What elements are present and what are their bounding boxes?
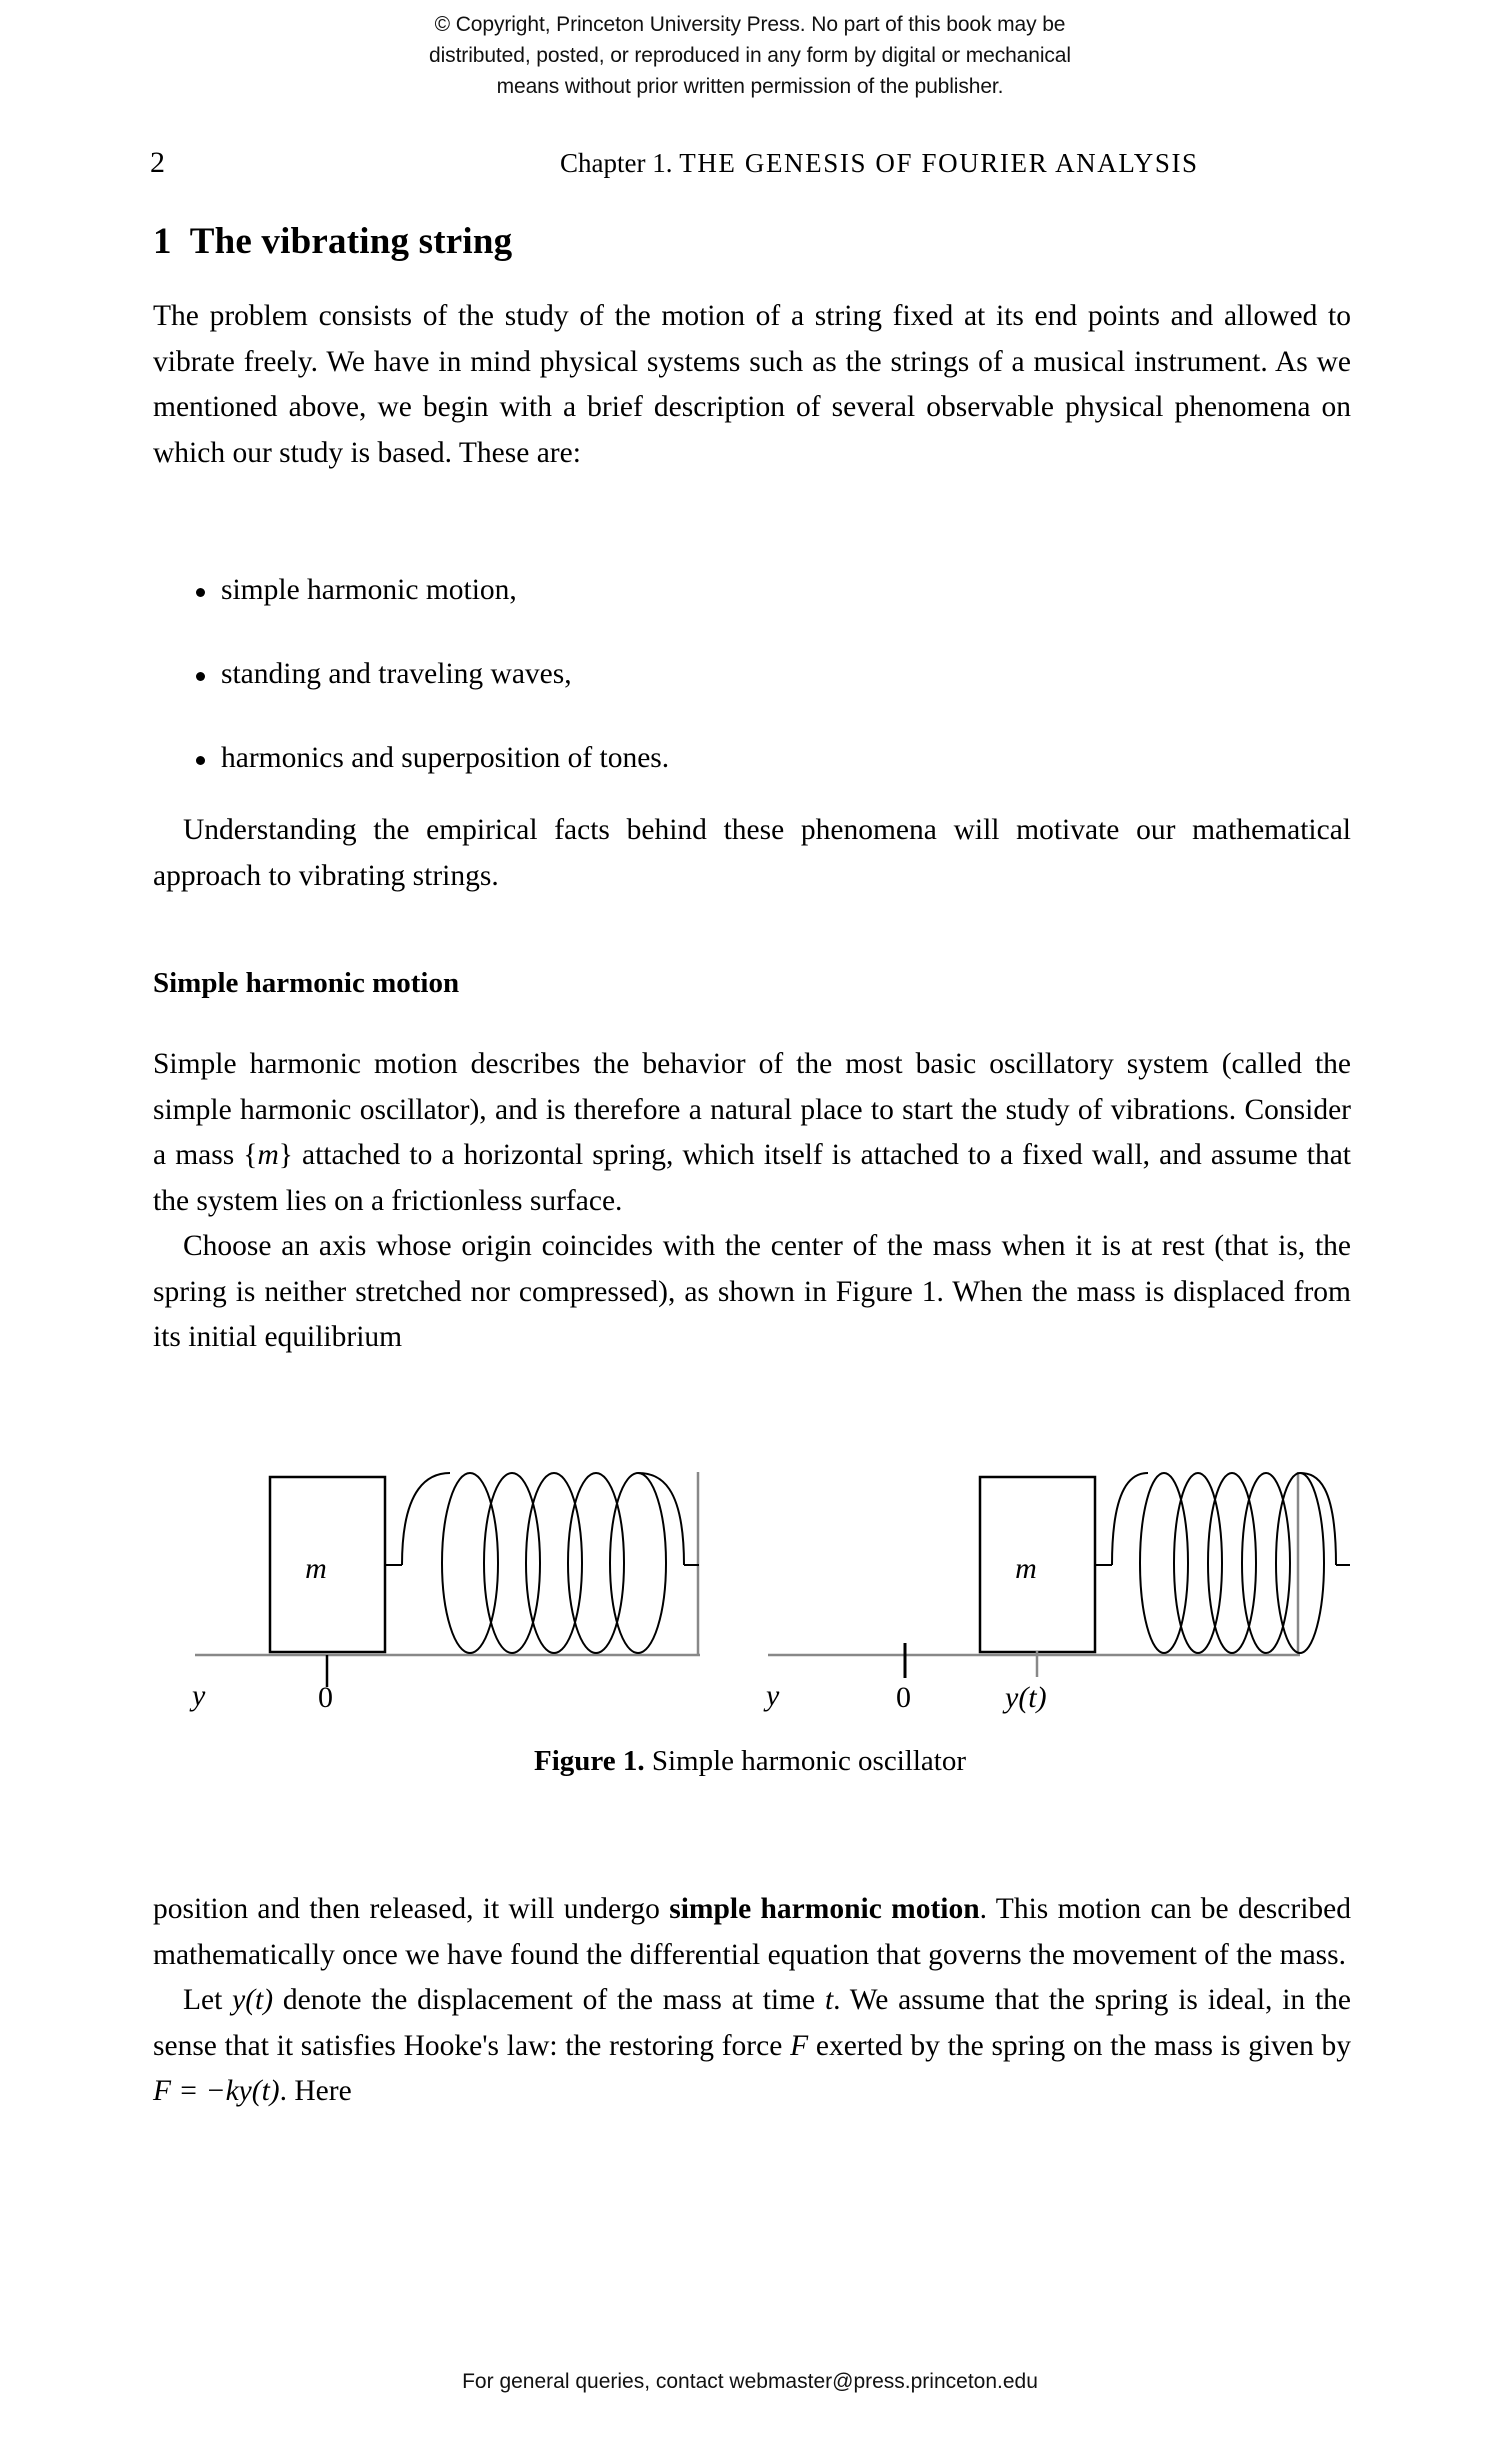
copyright-line-2: distributed, posted, or reproduced in any form by digital or mechanical xyxy=(429,43,1071,67)
figure-caption xyxy=(0,1744,1500,1779)
figure-caption-text: Simple harmonic oscillator xyxy=(651,1745,966,1777)
mass-label-right: m xyxy=(1015,1552,1037,1585)
spring-coil xyxy=(484,1473,540,1653)
spring-coil xyxy=(568,1473,624,1653)
displacement-label-right: y(t) xyxy=(1005,1681,1047,1714)
math-displacement-function: y(t) xyxy=(232,1984,274,2016)
right-diagram xyxy=(763,1472,1350,1714)
math-mass-symbol: m xyxy=(257,1139,279,1171)
para4-part-c: . We assume that the spring is ideal, in the sense that it satisfies Hooke's law: the restoring force xyxy=(153,1984,1352,2062)
spring-arc-end-right xyxy=(1300,1473,1336,1565)
phenomena-list xyxy=(153,568,1351,781)
spring-arc-end-left xyxy=(638,1473,684,1565)
para1-part-a: Simple harmonic motion describes the behavior of the most basic oscillatory system (called the simple harmonic oscillator), and is therefore a natural place to start the study of vibrations. Consider a mass { xyxy=(153,1048,1351,1171)
para4-part-d: exerted by the spring on the mass is given by xyxy=(808,2029,1351,2062)
chapter-prefix: Chapter 1. xyxy=(560,148,680,178)
left-diagram xyxy=(189,1472,700,1714)
math-force-symbol: F xyxy=(790,2029,809,2062)
spring-coil xyxy=(526,1473,582,1653)
copyright-notice xyxy=(0,10,1500,103)
spring-coil xyxy=(610,1473,666,1653)
subsection-heading: Simple harmonic motion xyxy=(153,967,460,999)
figure-1 xyxy=(0,1415,1500,1779)
para4-part-a: Let xyxy=(183,1984,233,2016)
copyright-line-3: means without prior written permission of the publisher. xyxy=(496,74,1004,98)
axis-label-right: y xyxy=(766,1679,780,1712)
origin-label-left: 0 xyxy=(318,1681,333,1714)
list-item xyxy=(153,652,1351,697)
para4-part-b: denote the displacement of the mass at time xyxy=(273,1984,825,2016)
emphasis-simple-harmonic-motion: simple harmonic motion xyxy=(669,1893,980,1925)
list-item-label: standing and traveling waves, xyxy=(221,658,572,690)
list-item-label: harmonics and superposition of tones. xyxy=(221,742,670,774)
post-figure-paragraph xyxy=(153,1887,1351,1978)
page-title xyxy=(153,222,1351,263)
chapter-title xyxy=(560,150,1199,177)
mass-box-right xyxy=(980,1477,1095,1652)
copyright-line-1: © Copyright, Princeton University Press. No part of this book may be xyxy=(434,13,1066,36)
list-item-label: simple harmonic motion, xyxy=(221,574,517,606)
page-number: 2 xyxy=(150,146,165,179)
list-item xyxy=(153,736,1351,781)
page-footer xyxy=(0,2370,1500,2394)
axis-label-left: y xyxy=(192,1679,206,1712)
para1-part-b: } attached to a horizontal spring, which itself is attached to a fixed wall, and assume that the system lies on a frictionless surface. xyxy=(153,1139,1351,1217)
footer-text: For general queries, contact webmaster@press.princeton.edu xyxy=(462,2370,1038,2393)
math-time-symbol: t xyxy=(824,1984,834,2016)
figure-caption-label: Figure 1. xyxy=(534,1745,645,1777)
para3-part-a: position and then released, it will undergo xyxy=(153,1893,670,1925)
simple-harmonic-oscillator-diagram xyxy=(0,1415,1500,1735)
running-head xyxy=(150,148,1350,188)
math-hookes-law-equation: F = −ky(t) xyxy=(153,2075,280,2107)
subsection-paragraph-1 xyxy=(153,1042,1351,1224)
spring-coil xyxy=(442,1473,498,1653)
subsection-paragraph-2: Choose an axis whose origin coincides with the center of the mass when it is at rest (that is, the spring is neither stretched nor compressed), as shown in Figure 1. When the mass is displaced from its initial equilibrium xyxy=(153,1230,1351,1353)
section-number: 1 xyxy=(153,221,172,262)
chapter-name: THE GENESIS OF FOURIER ANALYSIS xyxy=(679,148,1199,178)
origin-label-right: 0 xyxy=(896,1681,911,1714)
mass-box-left xyxy=(270,1477,385,1652)
spring-coil xyxy=(1276,1473,1324,1653)
hookes-law-paragraph xyxy=(153,1978,1351,2115)
para3-part-b: . This motion can be described mathematically once we have found the differential equation that governs the movement of the mass. xyxy=(153,1893,1351,1971)
mass-label-left: m xyxy=(305,1552,327,1585)
intro-paragraph: The problem consists of the study of the motion of a string fixed at its end points and allowed to vibrate freely. We have in mind physical systems such as the strings of a musical instrument. As we mentioned above, we begin with a brief description of several observable physical phenomena on which our study is based. These are: xyxy=(153,300,1351,469)
list-item xyxy=(153,568,1351,613)
section-title-text: The vibrating string xyxy=(189,221,513,262)
para4-part-e: . Here xyxy=(279,2075,352,2107)
closing-paragraph: Understanding the empirical facts behind these phenomena will motivate our mathematical approach to vibrating strings. xyxy=(153,814,1351,892)
